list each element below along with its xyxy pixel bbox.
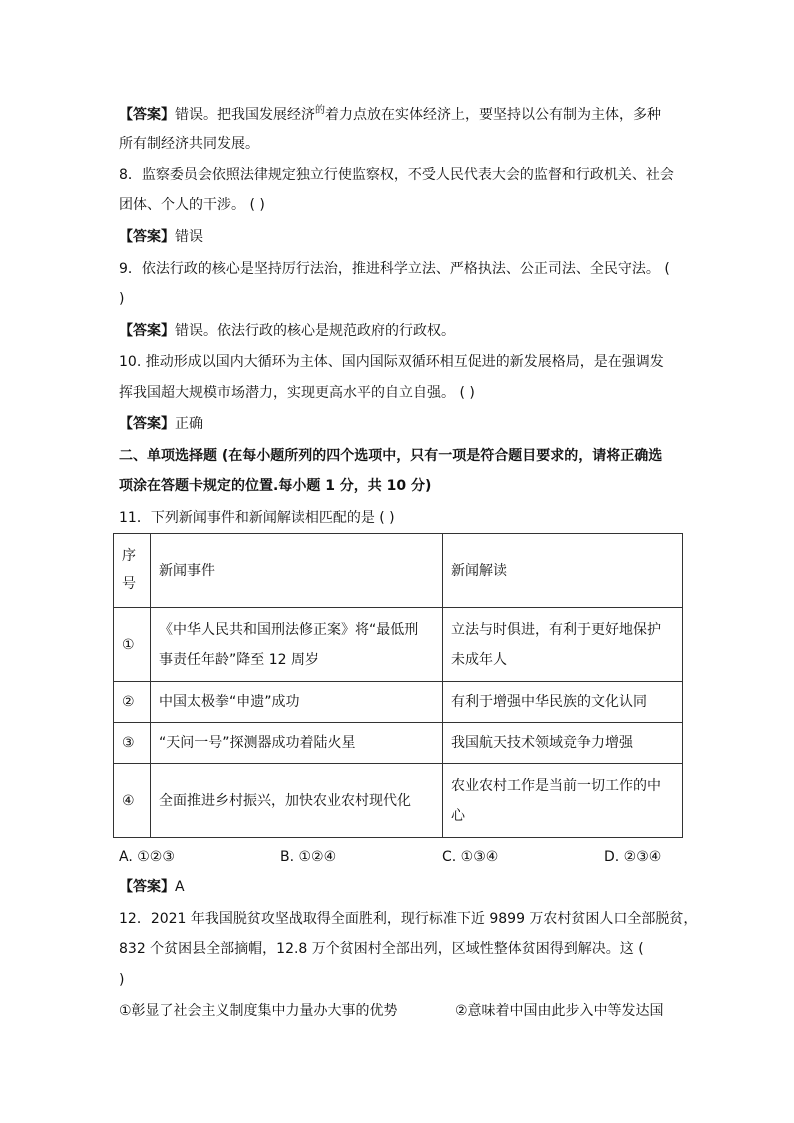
row-num: ② (114, 682, 151, 723)
q12-stem-line1: 12．2021 年我国脱贫攻坚战取得全面胜利，现行标准下近 9899 万农村贫困人口全部脱贫， (119, 911, 698, 927)
q7-answer-text-a: 错误。把我国发展经济 (175, 107, 315, 123)
q10-answer (119, 415, 203, 433)
q7-answer-sup: 的 (315, 105, 325, 116)
answer-label: 【答案】 (119, 107, 175, 123)
q10-stem-line1: 10. 推动形成以国内大循环为主体、国内国际双循环相互促进的新发展格局，是在强调发 (119, 354, 664, 370)
q9-stem-line1: 9．依法行政的核心是坚持厉行法治，推进科学立法、严格执法、公正司法、全民守法。 ( (119, 261, 670, 277)
row-interp (443, 764, 683, 838)
q12-option-1: ①彰显了社会主义制度集中力量办大事的优势 (119, 1003, 398, 1019)
row-interp-line2: 未成年人 (451, 651, 507, 668)
q9-answer (119, 322, 455, 340)
q7-answer-text-b: 着力点放在实体经济上，要坚持以公有制为主体，多种 (325, 107, 661, 123)
answer-label: 【答案】 (119, 323, 175, 339)
row-num: ③ (114, 723, 151, 764)
row-event-line2: 事责任年龄”降至 12 周岁 (159, 651, 319, 668)
row-interp: 我国航天技术领域竞争力增强 (443, 723, 683, 764)
q9-answer-text: 错误。依法行政的核心是规范政府的行政权。 (175, 323, 455, 339)
q11-option-b: B. ①②④ (280, 849, 337, 865)
header-cell-interp: 新闻解读 (443, 534, 683, 608)
q11-option-d: D. ②③④ (604, 849, 662, 865)
table-row (114, 682, 683, 723)
answer-label: 【答案】 (119, 229, 175, 245)
q8-answer (119, 228, 203, 246)
q11-stem: 11．下列新闻事件和新闻解读相匹配的是 ( ) (119, 510, 395, 526)
q8-stem-line1: 8．监察委员会依照法律规定独立行使监察权，不受人民代表大会的监督和行政机关、社会 (119, 167, 674, 183)
header-cell-num (114, 534, 151, 608)
row-event: 中国太极拳“申遗”成功 (151, 682, 443, 723)
q9-stem-line2: ) (119, 291, 125, 307)
row-interp: 有利于增强中华民族的文化认同 (443, 682, 683, 723)
q7-answer-line2: 所有制经济共同发展。 (119, 136, 259, 152)
answer-label: 【答案】 (119, 416, 175, 432)
q11-option-a: A. ①②③ (119, 849, 175, 865)
q10-stem-line2: 挥我国超大规模市场潜力，实现更高水平的自立自强。 ( ) (119, 385, 475, 401)
q11-answer (119, 878, 185, 896)
q11-option-c: C. ①③④ (442, 849, 499, 865)
news-table (113, 533, 683, 838)
header-cell-event: 新闻事件 (151, 534, 443, 608)
section2-heading-line2: 项涂在答题卡规定的位置.每小题 1 分，共 10 分) (119, 478, 432, 494)
row-event: “天问一号”探测器成功着陆火星 (151, 723, 443, 764)
table-row (114, 764, 683, 838)
row-interp-line2: 心 (451, 807, 465, 824)
q8-stem-line2: 团体、个人的干涉。 ( ) (119, 197, 265, 213)
row-num: ① (114, 608, 151, 682)
row-event (151, 608, 443, 682)
q12-option-2: ②意味着中国由此步入中等发达国 (455, 1003, 664, 1019)
q8-answer-text: 错误 (175, 229, 203, 245)
q10-answer-text: 正确 (175, 416, 203, 432)
q7-answer-line1 (119, 106, 661, 126)
row-event: 全面推进乡村振兴，加快农业农村现代化 (151, 764, 443, 838)
q12-stem-line2: 832 个贫困县全部摘帽，12.8 万个贫困村全部出列，区域性整体贫困得到解决。这 ( (119, 941, 644, 957)
table-row (114, 723, 683, 764)
row-num: ④ (114, 764, 151, 838)
row-event-line1: 《中华人民共和国刑法修正案》将“最低刑 (159, 621, 419, 638)
table-header-row (114, 534, 683, 608)
row-interp-line1: 立法与时俱进，有利于更好地保护 (451, 621, 661, 638)
header-num-text: 序号 (122, 548, 136, 592)
section2-heading-line1: 二、单项选择题 (在每小题所列的四个选项中，只有一项是符合题目要求的，请将正确选 (119, 448, 663, 464)
answer-label: 【答案】 (119, 879, 175, 895)
row-interp (443, 608, 683, 682)
q11-answer-text: A (175, 879, 185, 895)
table-row (114, 608, 683, 682)
q12-stem-line3: ) (119, 972, 125, 988)
row-interp-line1: 农业农村工作是当前一切工作的中 (451, 777, 661, 794)
